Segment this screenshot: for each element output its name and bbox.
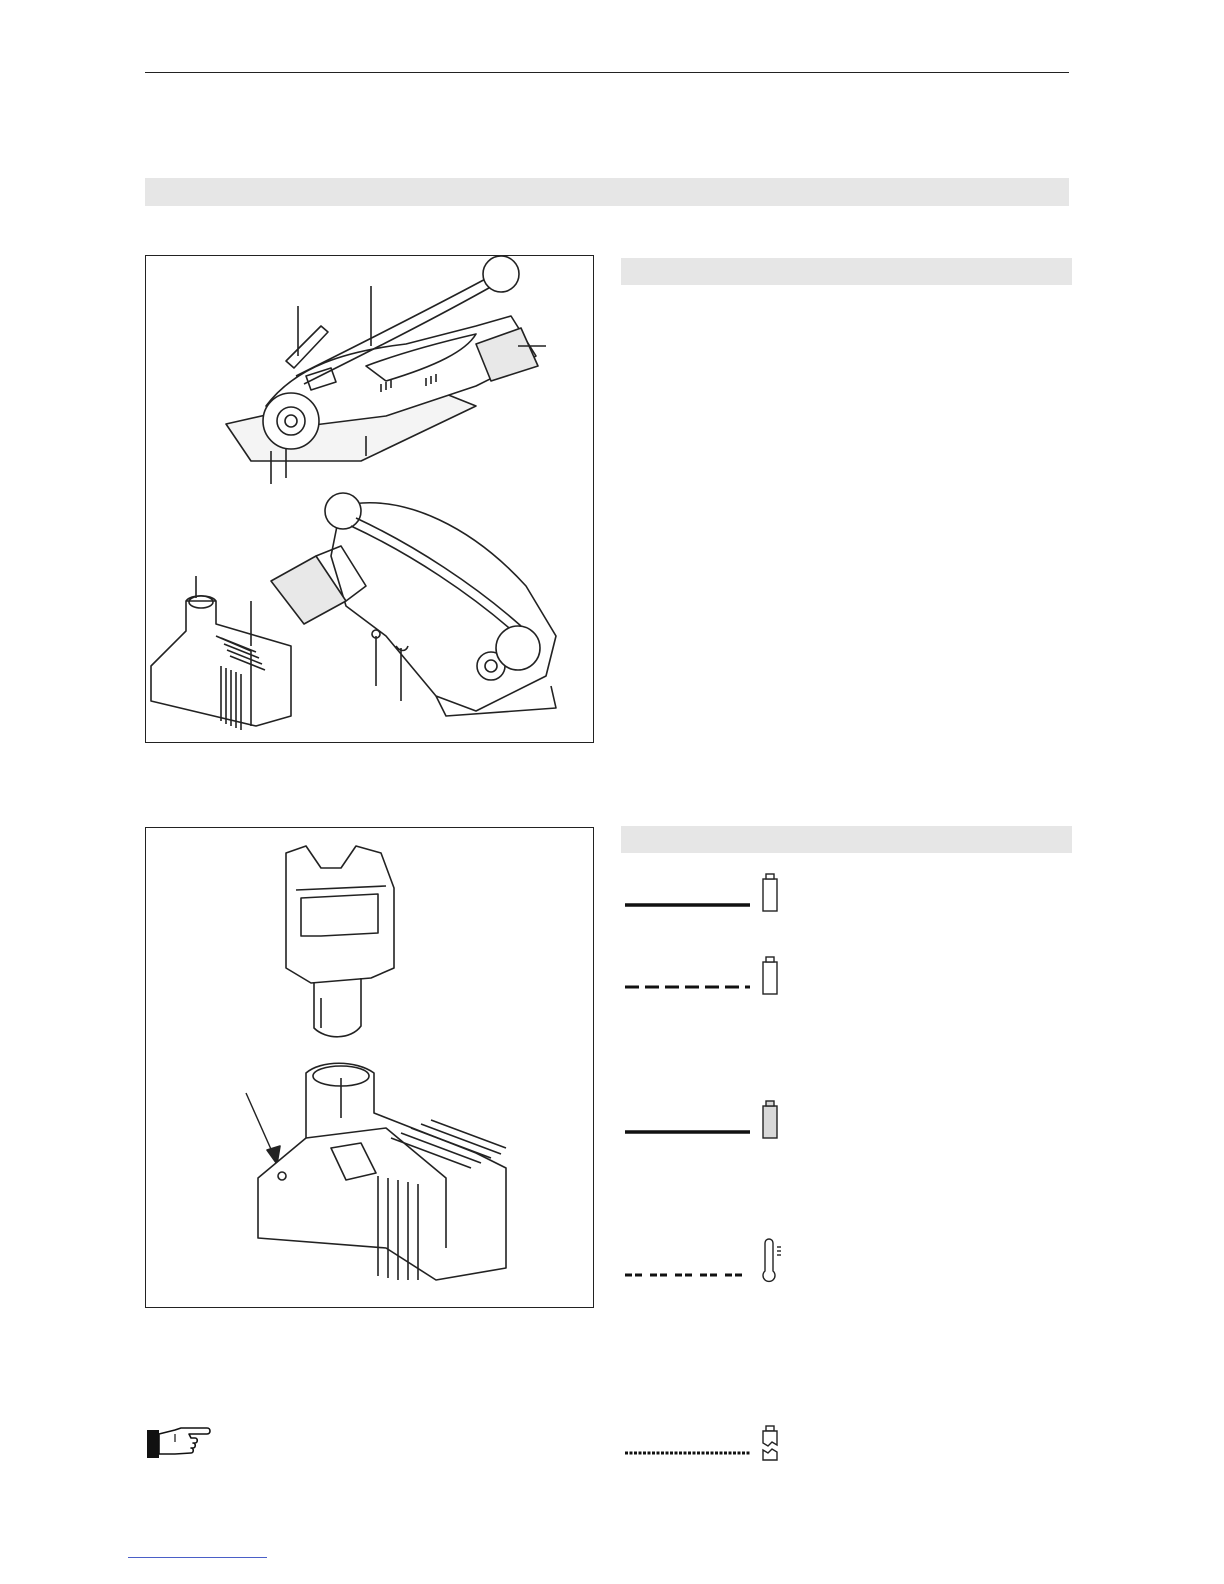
tool-overview-drawing (146, 256, 595, 744)
battery-empty-icon (763, 957, 777, 994)
battery-full-icon (763, 1101, 777, 1138)
figure-battery-charger (145, 827, 594, 1308)
battery-defective-icon (763, 1426, 777, 1460)
led-row-charged (625, 1101, 777, 1138)
battery-charger-drawing (146, 828, 595, 1309)
led-row-defective (625, 1426, 777, 1460)
section-band-overview (621, 258, 1072, 285)
thermometer-icon (763, 1239, 781, 1281)
led-row-charging (625, 874, 777, 911)
led-row-temperature (625, 1239, 781, 1281)
section-band-led (621, 826, 1072, 853)
figure-tool-overview (145, 255, 594, 743)
led-row-waiting (625, 957, 777, 994)
header-rule (145, 72, 1069, 73)
section-heading-band (145, 178, 1069, 206)
battery-empty-icon (763, 874, 777, 911)
pointing-hand-icon (145, 1424, 215, 1460)
footer-link-rule (128, 1557, 267, 1558)
led-indicator-legend (620, 870, 790, 1470)
